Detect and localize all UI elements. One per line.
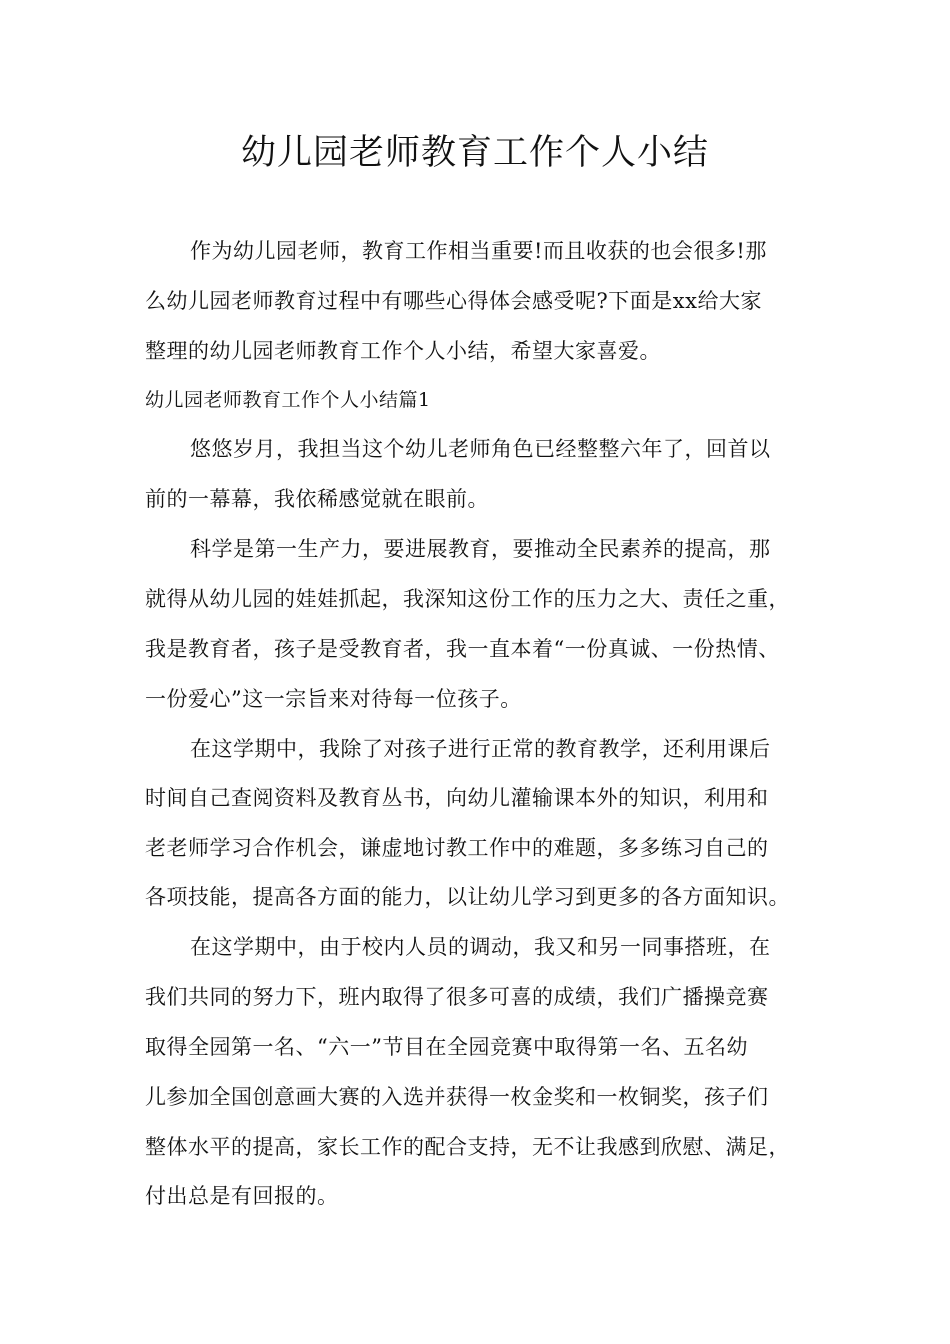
paragraph-line: 科学是第一生产力，要进展教育，要推动全民素养的提高，那 — [190, 537, 771, 561]
paragraph-line: 我是教育者，孩子是受教育者，我一直本着“一份真诚、一份热情、 — [145, 637, 780, 661]
paragraph-line: 在这学期中，我除了对孩子进行正常的教育教学，还利用课后 — [190, 737, 771, 761]
paragraph-line: 作为幼儿园老师，教育工作相当重要!而且收获的也会很多!那 — [190, 239, 767, 263]
paragraph-line: 一份爱心”这一宗旨来对待每一位孩子。 — [145, 687, 522, 711]
paragraph-line: 时间自己查阅资料及教育丛书，向幼儿灌输课本外的知识，利用和 — [145, 786, 769, 810]
paragraph-line: 我们共同的努力下，班内取得了很多可喜的成绩，我们广播操竞赛 — [145, 985, 769, 1009]
paragraph-line: 前的一幕幕，我依稀感觉就在眼前。 — [145, 487, 489, 511]
paragraph-line: 整理的幼儿园老师教育工作个人小结，希望大家喜爱。 — [145, 339, 661, 363]
section-heading: 幼儿园老师教育工作个人小结篇1 — [145, 389, 431, 411]
paragraph-line: 就得从幼儿园的娃娃抓起，我深知这份工作的压力之大、责任之重， — [145, 587, 790, 611]
paragraph-line: 各项技能，提高各方面的能力，以让幼儿学习到更多的各方面知识。 — [145, 885, 790, 909]
paragraph-line: 悠悠岁月，我担当这个幼儿老师角色已经整整六年了，回首以 — [190, 437, 771, 461]
paragraph-line: 老老师学习合作机会，谦虚地讨教工作中的难题，多多练习自己的 — [145, 836, 769, 860]
paragraph-line: 么幼儿园老师教育过程中有哪些心得体会感受呢?下面是xx给大家 — [145, 289, 762, 313]
document-title: 幼儿园老师教育工作个人小结 — [240, 133, 709, 173]
paragraph-line: 在这学期中，由于校内人员的调动，我又和另一同事搭班，在 — [190, 935, 771, 959]
paragraph-line: 儿参加全国创意画大赛的入选并获得一枚金奖和一枚铜奖，孩子们 — [145, 1085, 769, 1109]
paragraph-line: 整体水平的提高，家长工作的配合支持，无不让我感到欣慰、满足， — [145, 1135, 790, 1159]
paragraph-line: 取得全园第一名、“六一”节目在全园竞赛中取得第一名、五名幼 — [145, 1035, 748, 1059]
paragraph-line: 付出总是有回报的。 — [145, 1184, 339, 1208]
